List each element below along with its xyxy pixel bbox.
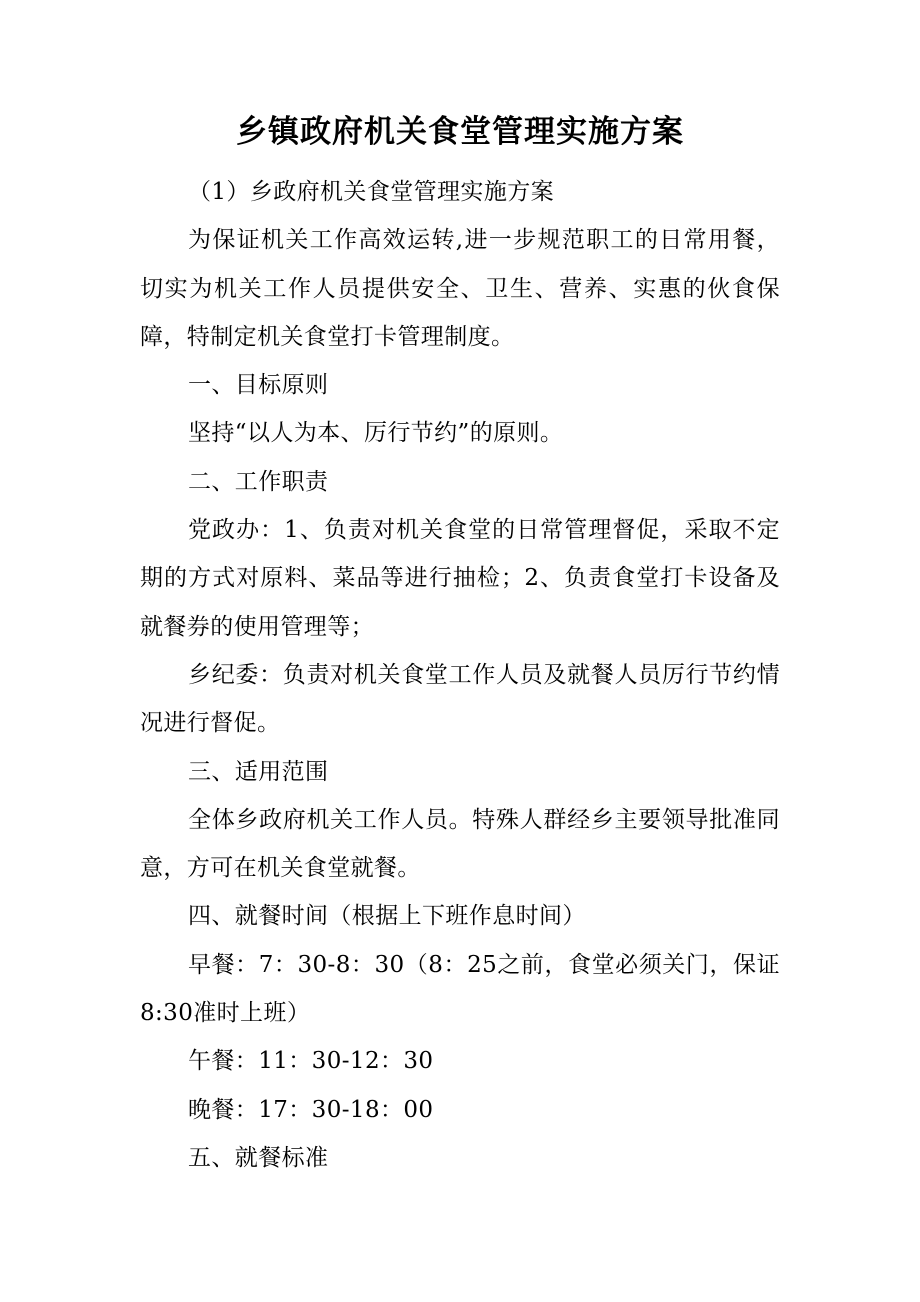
section-heading-duties: 二、工作职责 — [188, 468, 329, 495]
principles-paragraph: 坚持“以人为本、厉行节约”的原则。 — [188, 420, 564, 447]
document-body — [140, 168, 780, 1182]
section-heading-scope: 三、适用范围 — [188, 758, 329, 785]
duties-office-paragraph: 党政办：1、负责对机关食堂的日常管理督促，采取不定期的方式对原料、菜品等进行抽检；2、负责食堂打卡设备及就餐券的使用管理等； — [140, 517, 780, 640]
section-heading-meal-standard: 五、就餐标准 — [188, 1144, 329, 1171]
intro-paragraph: 为保证机关工作高效运转,进一步规范职工的日常用餐，切实为机关工作人员提供安全、卫生、营养、实惠的伙食保障，特制定机关食堂打卡管理制度。 — [140, 227, 780, 350]
duties-discipline-paragraph: 乡纪委：负责对机关食堂工作人员及就餐人员厉行节约情况进行督促。 — [140, 661, 780, 737]
scope-paragraph: 全体乡政府机关工作人员。特殊人群经乡主要领导批准同意，方可在机关食堂就餐。 — [140, 806, 780, 882]
section-heading-meal-times: 四、就餐时间（根据上下班作息时间） — [188, 903, 586, 930]
document-title: 乡镇政府机关食堂管理实施方案 — [236, 114, 684, 150]
dinner-time: 晚餐：17：30-18：00 — [188, 1096, 434, 1123]
lunch-time: 午餐：11：30-12：30 — [188, 1048, 434, 1075]
subtitle-paragraph: （1）乡政府机关食堂管理实施方案 — [188, 179, 555, 205]
breakfast-time: 早餐：7：30-8：30（8：25之前，食堂必须关门，保证8:30准时上班） — [140, 951, 780, 1027]
section-heading-principles: 一、目标原则 — [188, 372, 329, 399]
